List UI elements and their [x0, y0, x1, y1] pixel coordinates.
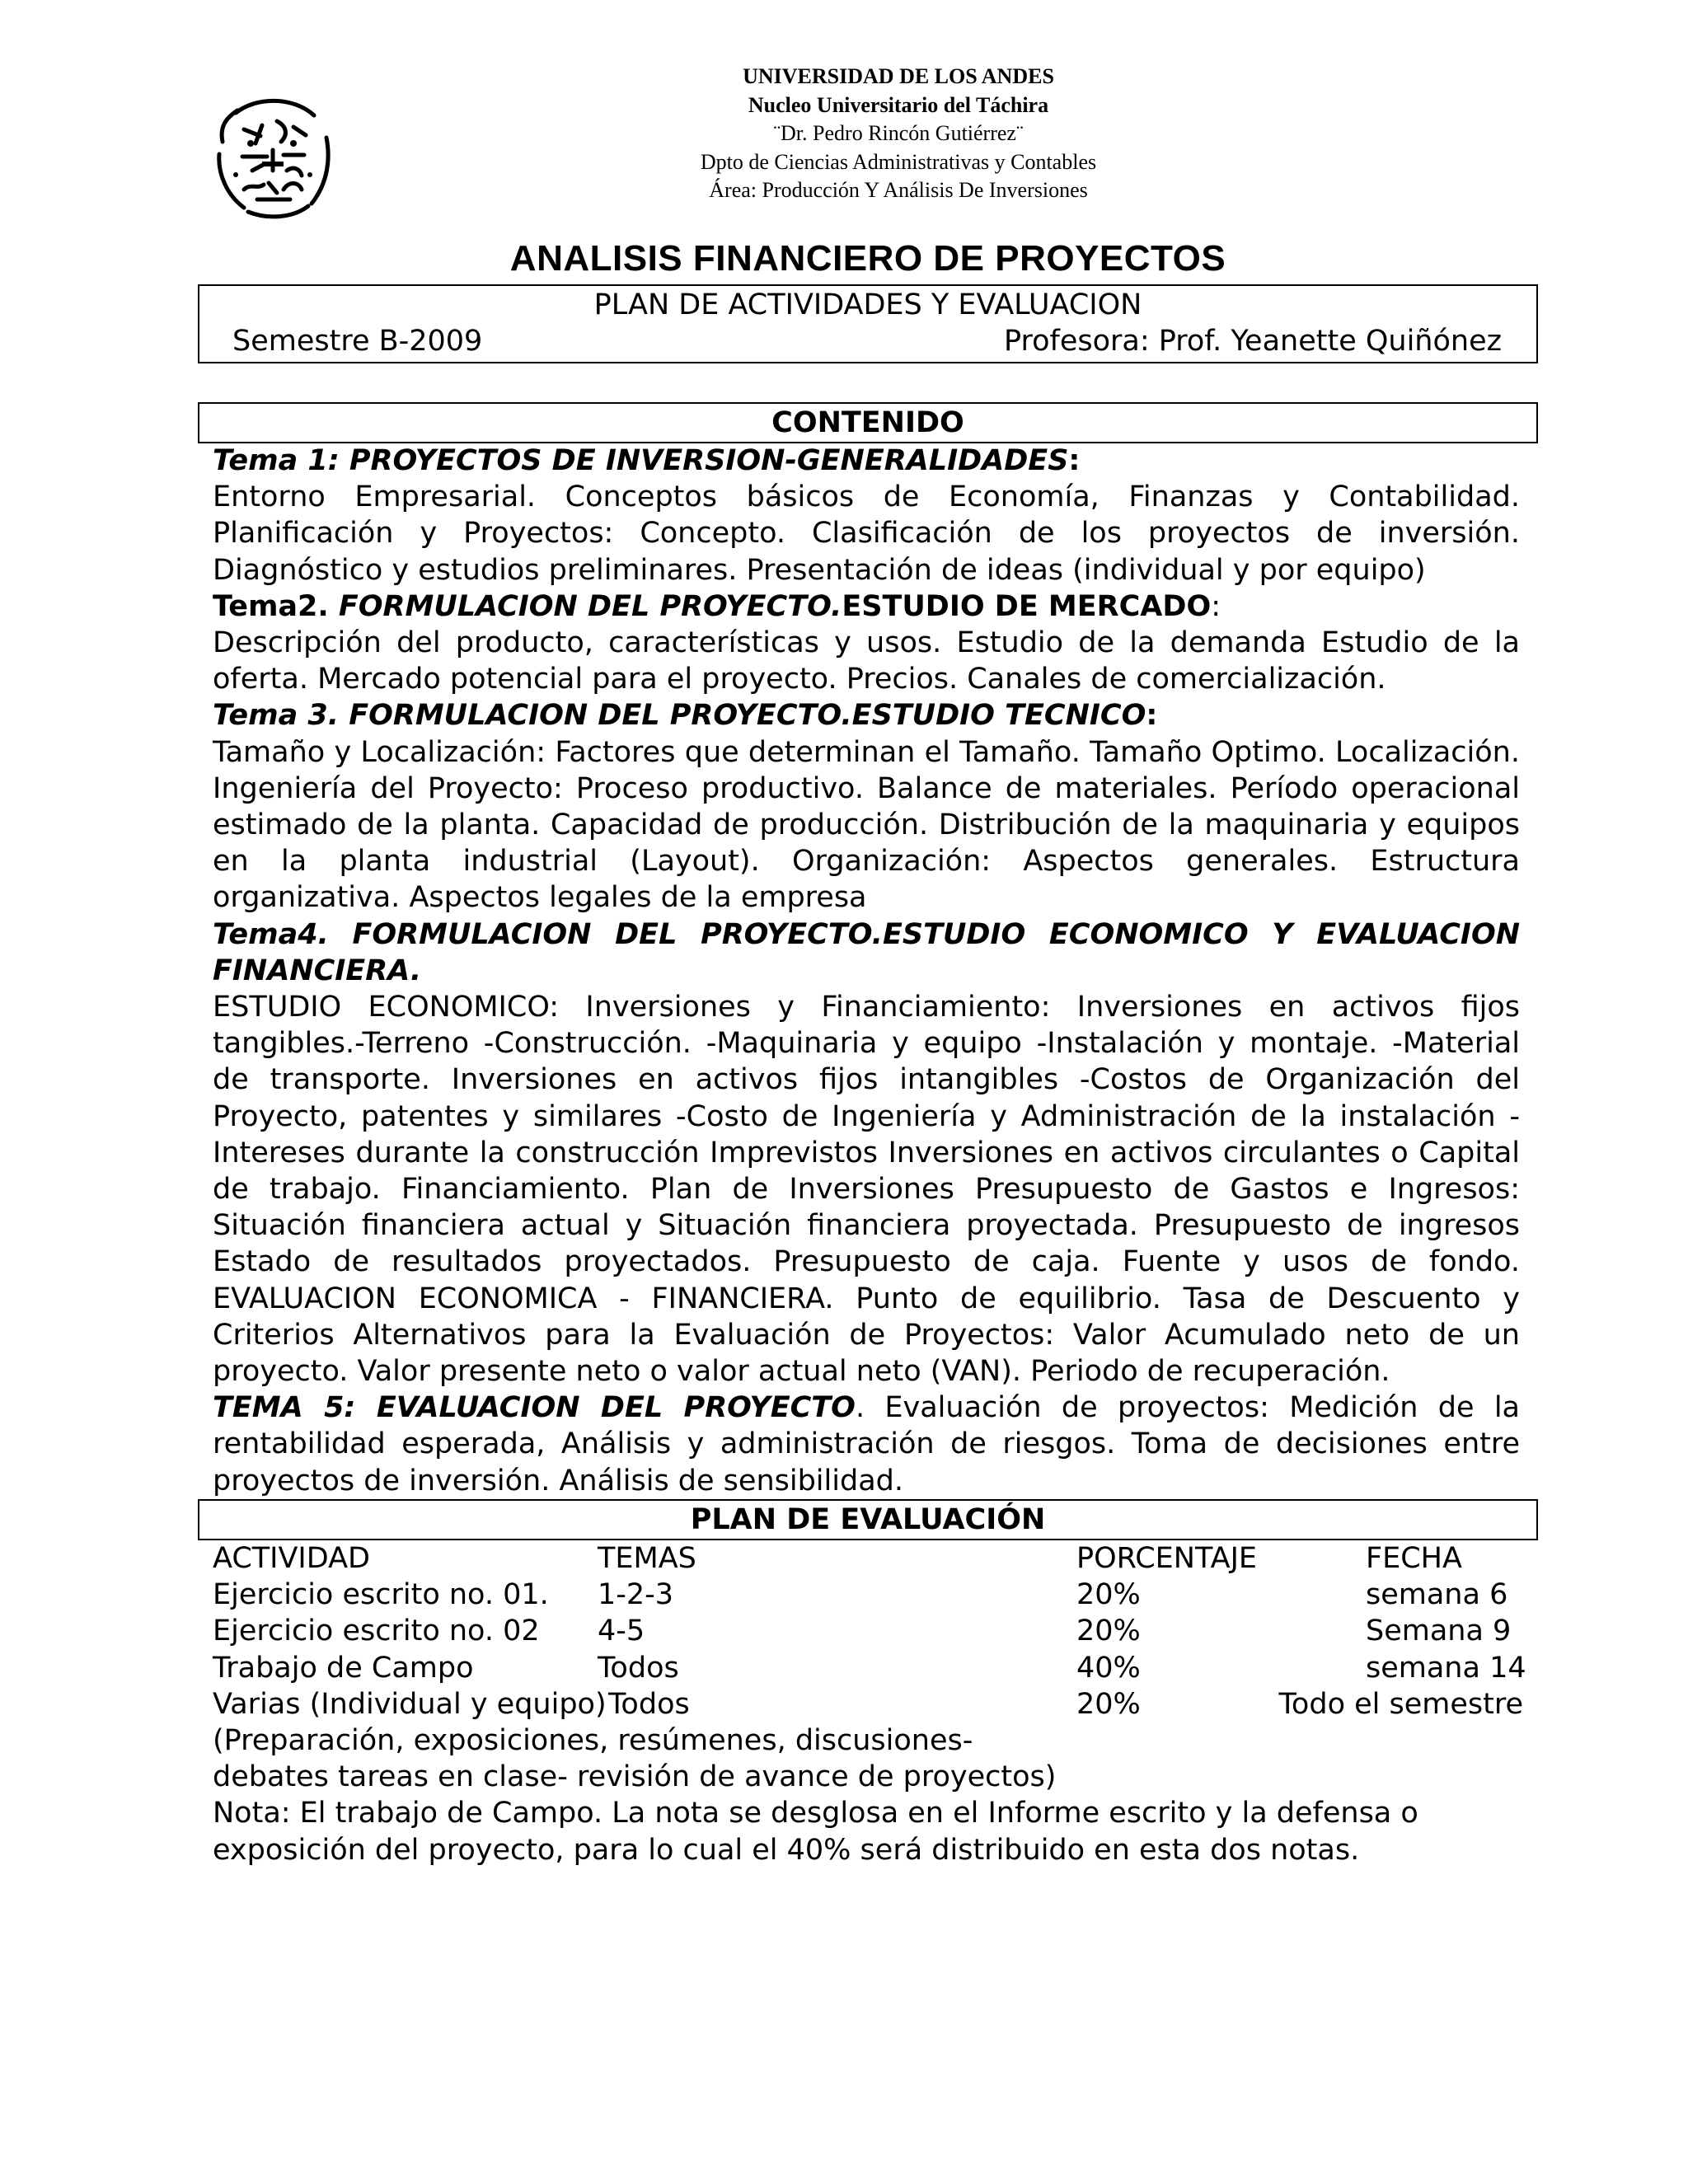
table-header-row: [213, 1540, 1531, 1577]
row-actividad: Varias (Individual y equipo): [213, 1687, 607, 1721]
semester-label: Semestre B-2009: [232, 325, 483, 358]
row-fecha: Semana 9: [1366, 1615, 1512, 1648]
row-temas: 4-5: [598, 1615, 645, 1648]
column-header-fecha: FECHA: [1366, 1542, 1462, 1575]
tema4-title-line1: Tema4. FORMULACION DEL PROYECTO.ESTUDIO ECONOMICO Y EVALUACION: [213, 917, 1520, 951]
tema5-text: . Evaluación de proyectos: Medición de la rentabilidad esperada, Análisis y administración de riesgos. Toma de decisiones entre proyectos de inversión. Análisis de sensibilidad.: [213, 1391, 1521, 1497]
institution-header: [626, 63, 1170, 205]
tema2-colon: :: [1211, 589, 1221, 623]
tema2-italic: FORMULACION DEL PROYECTO.: [338, 589, 842, 623]
tema3-colon: :: [1146, 699, 1158, 733]
area-name: Área: Producción Y Análisis De Inversiones: [709, 178, 1088, 202]
university-name: UNIVERSIDAD DE LOS ANDES: [743, 64, 1054, 88]
row-actividad: Ejercicio escrito no. 01.: [213, 1578, 549, 1612]
detail-line-1: (Preparación, exposiciones, resúmenes, discusiones-: [213, 1724, 973, 1757]
note-line-2: exposición del proyecto, para lo cual el 40% será distribuido en esta dos notas.: [213, 1833, 1360, 1867]
tema3-heading: [213, 697, 1520, 733]
tema5-title: TEMA 5: EVALUACION DEL PROYECTO: [213, 1391, 856, 1425]
tema2-heading: [213, 588, 1520, 625]
document-title: ANALISIS FINANCIERO DE PROYECTOS: [509, 238, 1226, 279]
table-row: [213, 1577, 1531, 1613]
row-actividad: Trabajo de Campo: [213, 1651, 474, 1685]
tema5-paragraph: [213, 1390, 1520, 1499]
row-porcentaje: 20%: [1076, 1615, 1141, 1648]
detail-line-2: debates tareas en clase- revisión de avance de proyectos): [213, 1760, 1057, 1794]
tema3-title: Tema 3. FORMULACION DEL PROYECTO.ESTUDIO TECNICO: [213, 699, 1146, 733]
table-row: [213, 1650, 1531, 1686]
tema1-title: Tema 1: PROYECTOS DE INVERSION-GENERALIDADES: [213, 444, 1069, 477]
tema3-text: Tamaño y Localización: Factores que determinan el Tamaño. Tamaño Optimo. Localización. Ingeniería del Proyecto: Proceso productivo. Balance de materiales. Período operacional estimado de la planta. Capacidad de producción. Distribución de la maquinaria y equipos en la planta industrial (Layout). Organización: Aspectos generales. Estructura organizativa. Aspectos legales de la empresa: [213, 735, 1520, 915]
table-row: [213, 1686, 1531, 1722]
evaluation-table: [213, 1540, 1531, 1722]
column-header-temas: TEMAS: [598, 1542, 696, 1575]
row-porcentaje: 40%: [1076, 1651, 1141, 1685]
tema1-colon: :: [1068, 444, 1081, 477]
row-porcentaje: 20%: [1076, 1687, 1141, 1721]
campus-name: ¨Dr. Pedro Rincón Gutiérrez¨: [773, 121, 1024, 145]
row-temas: Todos: [598, 1651, 679, 1685]
professor-label: Profesora: Prof. Yeanette Quiñónez: [1003, 325, 1502, 358]
evaluation-notes: [213, 1722, 1531, 1868]
nucleus-name: Nucleo Universitario del Táchira: [748, 92, 1049, 117]
tema1-heading: [213, 443, 1520, 479]
evaluation-heading: PLAN DE EVALUACIÓN: [198, 1499, 1538, 1540]
row-fecha: semana 14: [1366, 1651, 1526, 1685]
tema2-prefix: Tema2.: [213, 589, 339, 623]
tema1-text: Entorno Empresarial. Conceptos básicos de Economía, Finanzas y Contabilidad. Planificación y Proyectos: Concepto. Clasificación de los proyectos de inversión. Diagnóstico y estudios preliminares. Presentación de ideas (individual y por equipo): [213, 480, 1520, 587]
note-line-1: Nota: El trabajo de Campo. La nota se desglosa en el Informe escrito y la defensa o: [213, 1797, 1418, 1830]
tema4-title-line2: FINANCIERA.: [213, 954, 422, 987]
table-row: [213, 1613, 1531, 1649]
plan-info-box: [198, 284, 1538, 363]
row-fecha: Todo el semestre: [1278, 1687, 1523, 1721]
row-fecha: semana 6: [1366, 1578, 1508, 1612]
row-temas: Todos: [608, 1687, 690, 1721]
content-section: [213, 443, 1520, 1499]
tema2-text: Descripción del producto, características y usos. Estudio de la demanda Estudio de la oferta. Mercado potencial para el proyecto. Precios. Canales de comercialización.: [213, 626, 1520, 696]
plan-subtitle: PLAN DE ACTIVIDADES Y EVALUACION: [593, 288, 1142, 321]
row-porcentaje: 20%: [1076, 1578, 1141, 1612]
tema4-text: ESTUDIO ECONOMICO: Inversiones y Financiamiento: Inversiones en activos fijos tangibles.-Terreno -Construcción. -Maquinaria y equipo -Instalación y montaje. -Material de transporte. Inversiones en activos fijos intangibles -Costos de Organización del Proyecto, patentes y similares -Costo de Ingeniería y Administración de la instalación -Intereses durante la construcción Imprevistos Inversiones en activos circulantes o Capital de trabajo. Financiamiento. Plan de Inversiones Presupuesto de Gastos e Ingresos: Situación financiera actual y Situación financiera proyectada. Presupuesto de ingresos Estado de resultados proyectados. Presupuesto de caja. Fuente y usos de fondo. EVALUACION ECONOMICA - FINANCIERA. Punto de equilibrio. Tasa de Descuento y Criterios Alternativos para la Evaluación de Proyectos: Valor Acumulado neto de un proyecto. Valor presente neto o valor actual neto (VAN). Periodo de recuperación.: [213, 991, 1520, 1389]
row-temas: 1-2-3: [598, 1578, 674, 1612]
row-actividad: Ejercicio escrito no. 02: [213, 1615, 540, 1648]
column-header-porcentaje: PORCENTAJE: [1076, 1542, 1258, 1575]
column-header-actividad: ACTIVIDAD: [213, 1542, 370, 1575]
content-heading: CONTENIDO: [198, 402, 1538, 443]
tema2-suffix: ESTUDIO DE MERCADO: [842, 589, 1212, 623]
department-name: Dpto de Ciencias Administrativas y Contables: [700, 149, 1097, 174]
university-seal-icon: [211, 92, 335, 220]
